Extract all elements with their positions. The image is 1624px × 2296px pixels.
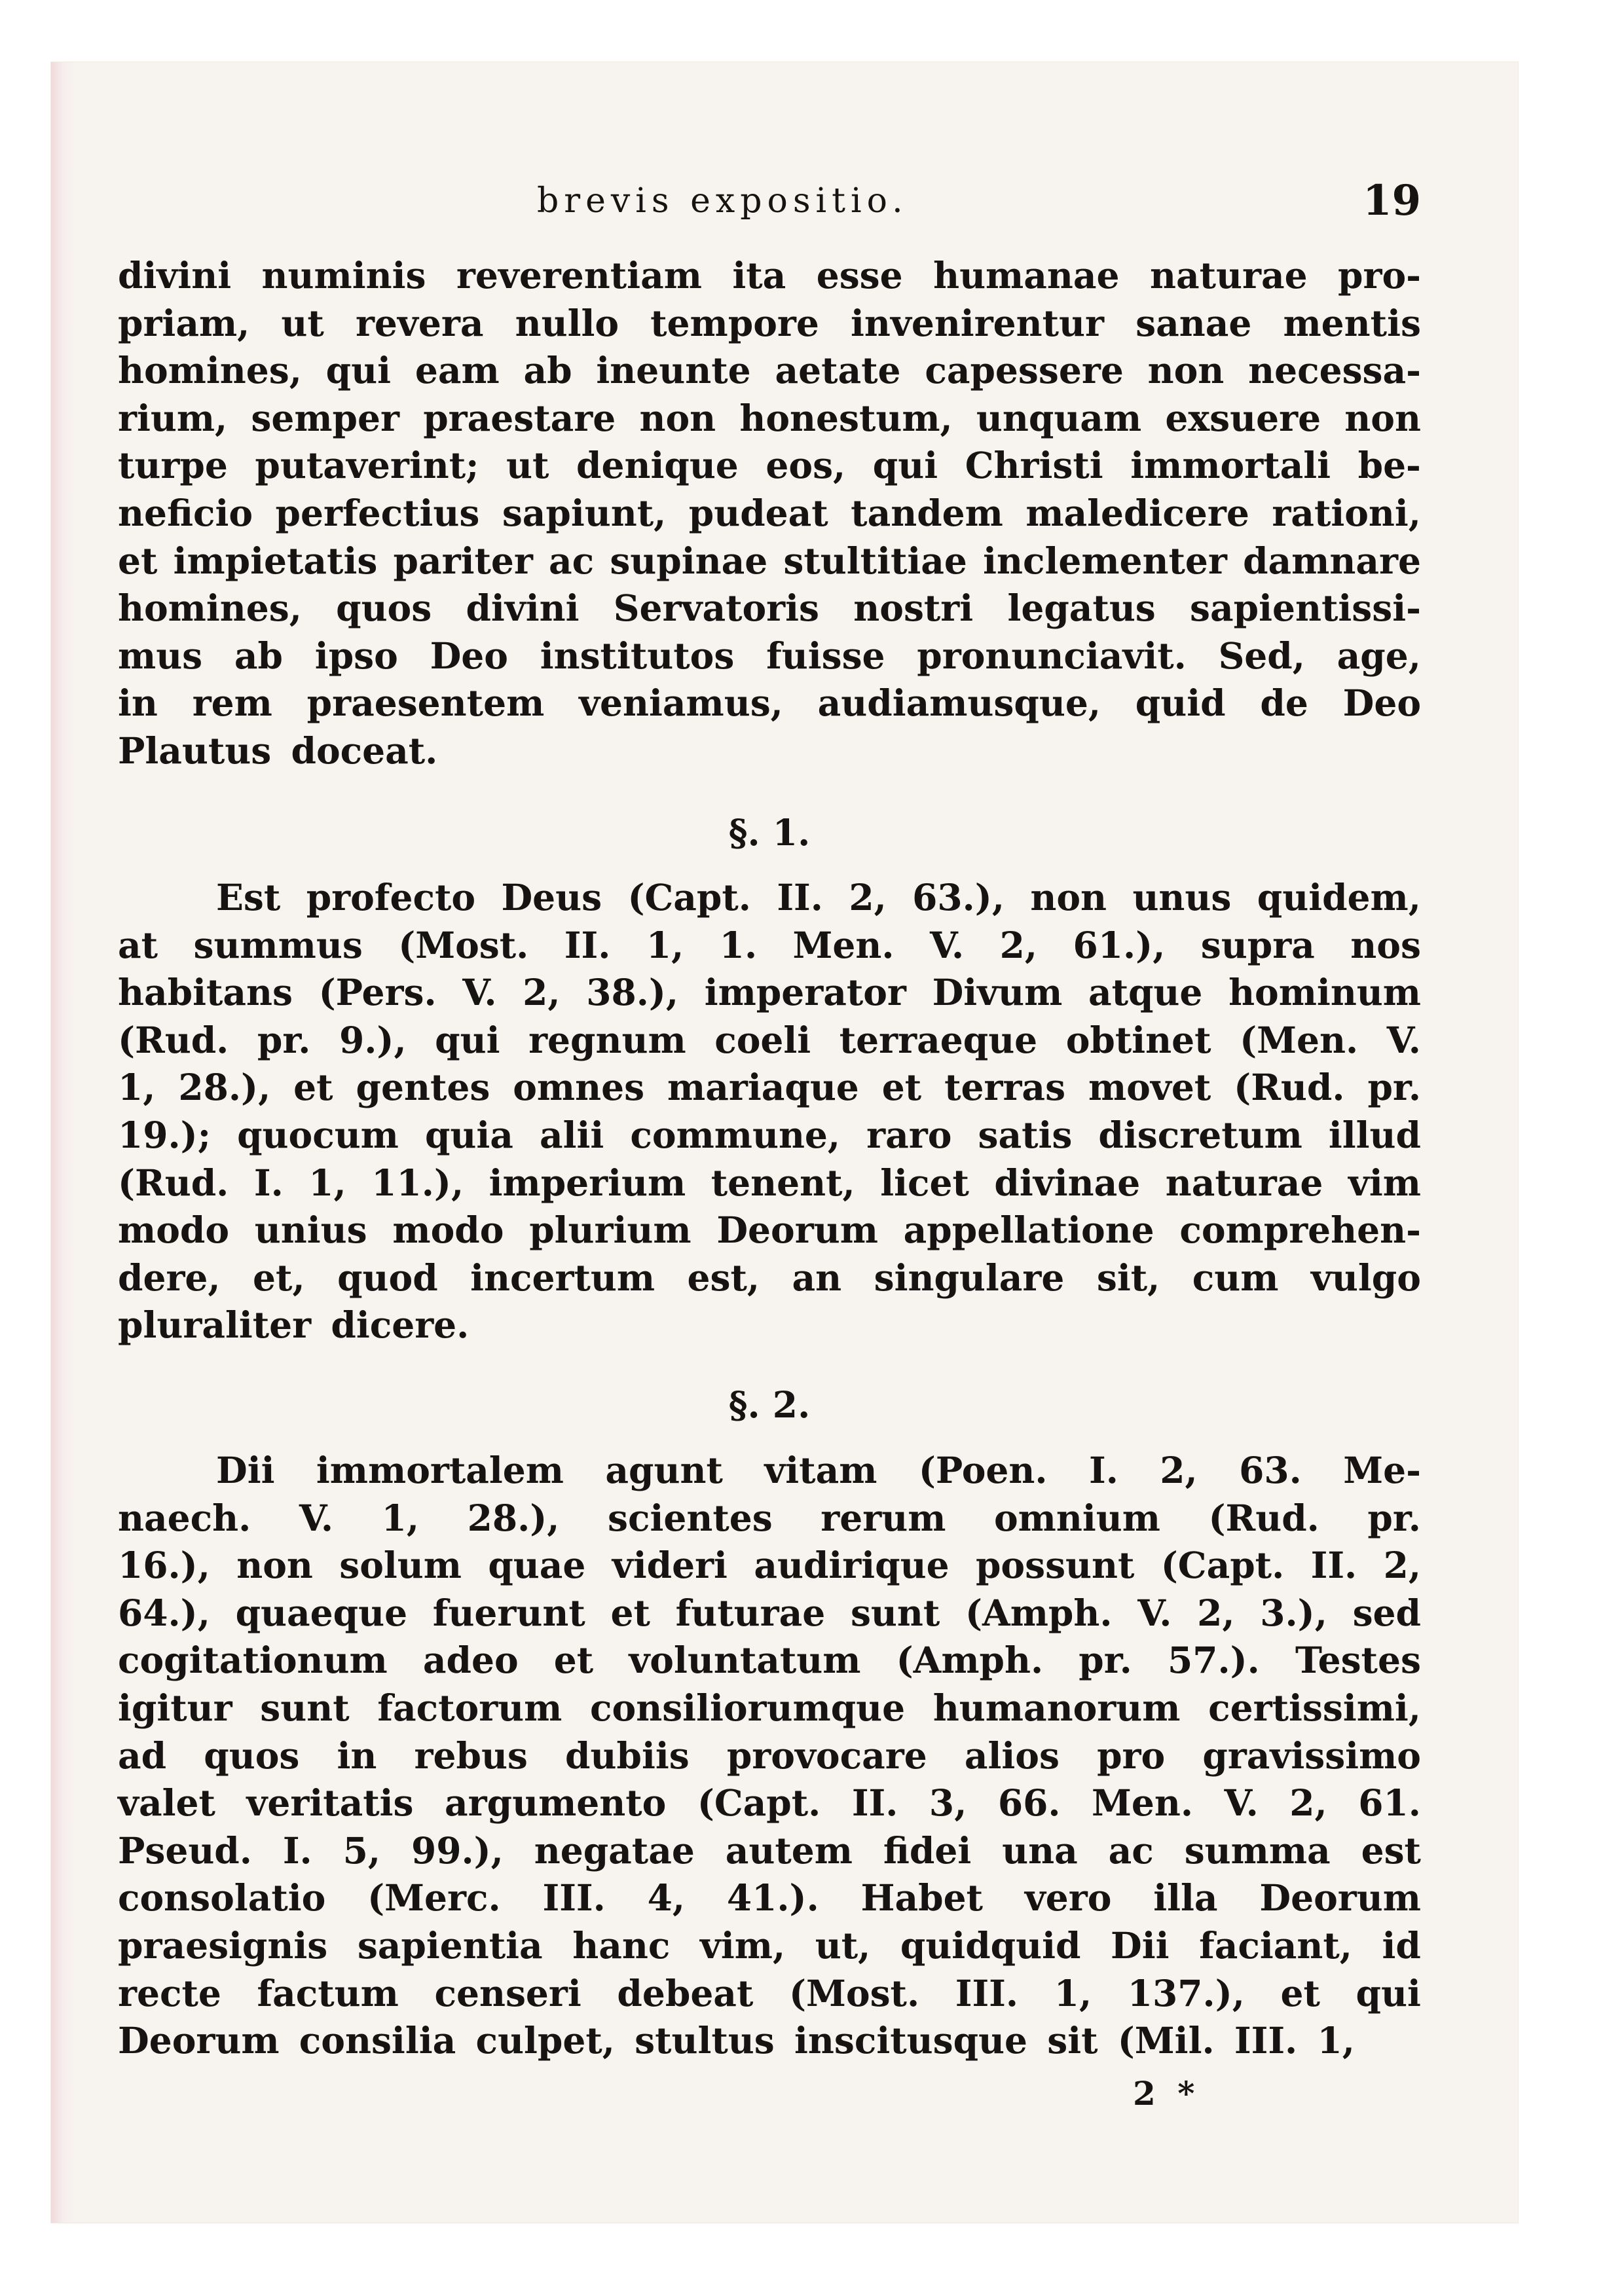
section-1-line: pluraliter dicere. [118, 1303, 470, 1347]
section-2-line: igitur sunt factorum consiliorumque humanorum certissimi, [118, 1686, 1421, 1729]
running-header [118, 178, 1421, 224]
section-1-line: 19.); quocum quia alii commune, raro satis discretum illud [118, 1114, 1421, 1156]
section-1-line: modo unius modo plurium Deorum appellatione comprehen- [118, 1209, 1421, 1252]
running-title: brevis expositio. [537, 181, 908, 221]
section-2-line: Dii immortalem agunt vitam (Poen. I. 2, 63. Me- [216, 1449, 1421, 1491]
section-2-line: cogitationum adeo et voluntatum (Amph. pr. 57.). Testes [118, 1639, 1421, 1682]
section-2-line: 64.), quaeque fuerunt et futurae sunt (Amph. V. 2, 3.), sed [118, 1591, 1421, 1634]
section-2-line: praesignis sapientia hanc vim, ut, quidquid Dii faciant, id [118, 1924, 1421, 1967]
body-line: homines, qui eam ab ineunte aetate capessere non necessa- [118, 349, 1421, 392]
section-2-line: Pseud. I. 5, 99.), negatae autem fidei una ac summa est [118, 1829, 1421, 1872]
body-line: divini numinis reverentiam ita esse humanae naturae pro- [118, 254, 1421, 297]
section-2-heading: §. 2. [728, 1383, 811, 1426]
section-2-line: recte factum censeri debeat (Most. III. 1, 137.), et qui [118, 1971, 1421, 2014]
body-line: rium, semper praestare non honestum, unquam exsuere non [118, 396, 1421, 439]
body-line: mus ab ipso Deo institutos fuisse pronunciavit. Sed, age, [118, 634, 1421, 677]
signature-mark: 2 * [1133, 2074, 1200, 2113]
section-1-line: 1, 28.), et gentes omnes mariaque et terras movet (Rud. pr. [118, 1066, 1421, 1109]
section-2-line: naech. V. 1, 28.), scientes rerum omnium (Rud. pr. [118, 1496, 1421, 1539]
body-line: homines, quos divini Servatoris nostri legatus sapientissi- [118, 587, 1421, 630]
body-line: Plautus doceat. [118, 729, 438, 772]
section-1-line: dere, et, quod incertum est, an singulare sit, cum vulgo [118, 1256, 1421, 1299]
body-line: turpe putaverint; ut denique eos, qui Christi immortali be- [118, 444, 1421, 487]
section-1-line: (Rud. I. 1, 11.), imperium tenent, licet divinae naturae vim [118, 1161, 1421, 1204]
section-1-line: habitans (Pers. V. 2, 38.), imperator Divum atque hominum [118, 971, 1421, 1014]
body-line: et impietatis pariter ac supinae stultitiae inclementer damnare [118, 539, 1421, 582]
section-2-line: valet veritatis argumento (Capt. II. 3, 66. Men. V. 2, 61. [118, 1781, 1421, 1825]
section-2-line: ad quos in rebus dubiis provocare alios pro gravissimo [118, 1734, 1421, 1777]
section-1-line: (Rud. pr. 9.), qui regnum coeli terraeque obtinet (Men. V. [118, 1018, 1421, 1061]
page-number: 19 [1362, 176, 1421, 225]
section-2-line: 16.), non solum quae videri audirique possunt (Capt. II. 2, [118, 1544, 1421, 1587]
body-line: in rem praesentem veniamus, audiamusque, quid de Deo [118, 682, 1421, 725]
body-line: priam, ut revera nullo tempore invenirentur sanae mentis [118, 301, 1421, 344]
body-line: neficio perfectius sapiunt, pudeat tandem maledicere rationi, [118, 492, 1421, 534]
section-1-line: at summus (Most. II. 1, 1. Men. V. 2, 61.), supra nos [118, 923, 1421, 966]
section-2-line: consolatio (Merc. III. 4, 41.). Habet vero illa Deorum [118, 1876, 1421, 1920]
page-binding-shadow [51, 62, 77, 2223]
section-2-line: Deorum consilia culpet, stultus inscitusque sit (Mil. III. 1, [118, 2019, 1355, 2062]
section-1-line: Est profecto Deus (Capt. II. 2, 63.), non unus quidem, [216, 876, 1421, 919]
section-1-heading: §. 1. [728, 811, 811, 854]
